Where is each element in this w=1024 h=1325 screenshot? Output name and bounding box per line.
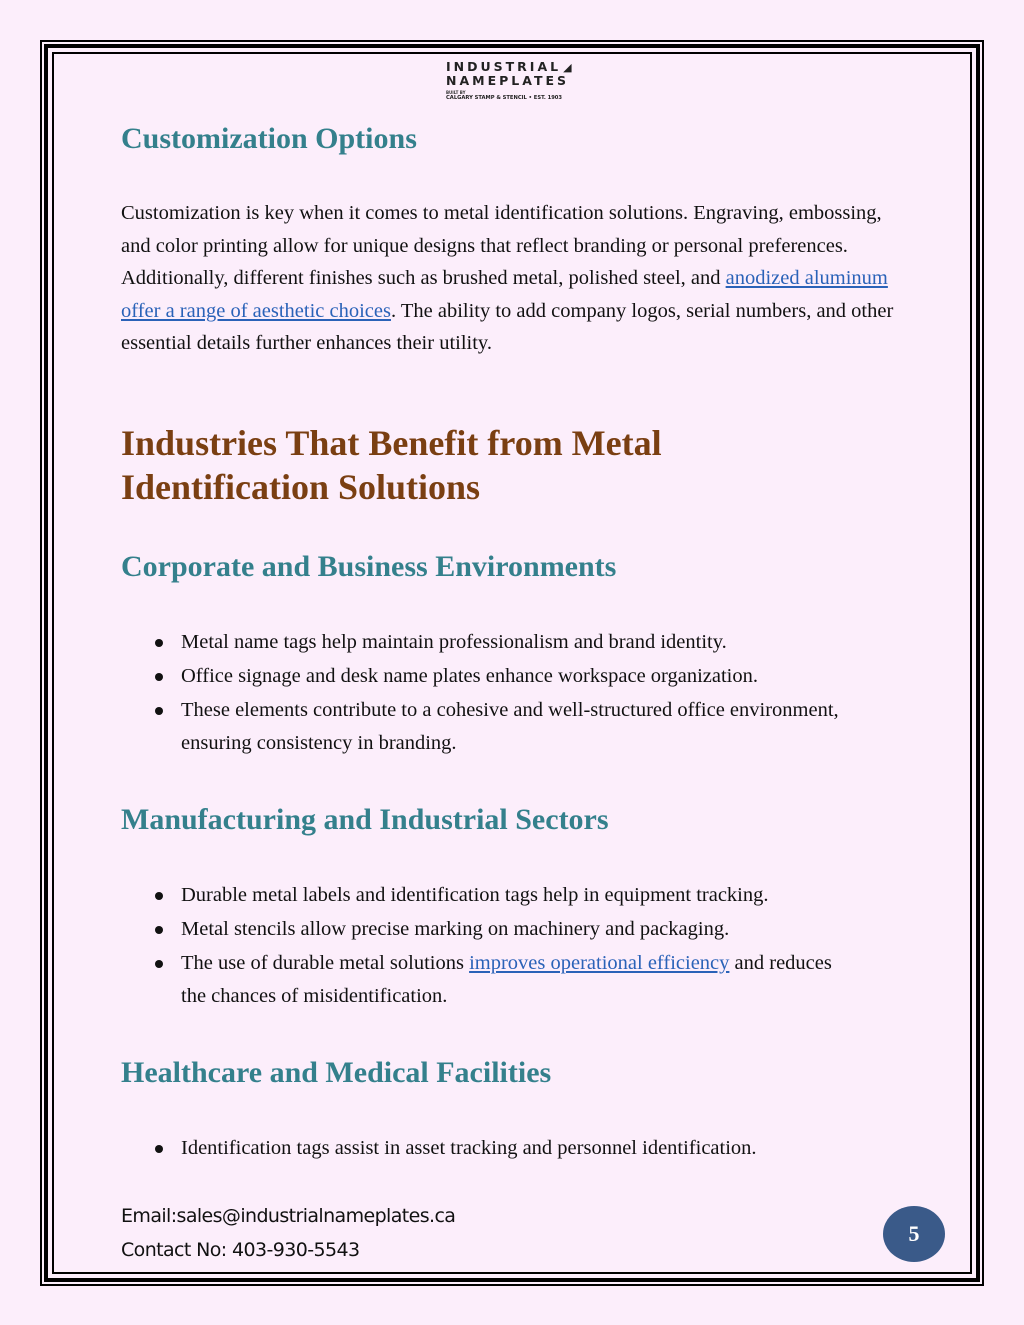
footer-email: Email:sales@industrialnameplates.ca [121, 1205, 456, 1227]
corporate-heading: Corporate and Business Environments [121, 550, 617, 583]
bullet-icon [155, 673, 163, 681]
healthcare-heading: Healthcare and Medical Facilities [121, 1056, 552, 1089]
footer-contact: Contact No: 403-930-5543 [121, 1239, 360, 1261]
logo-built-by: BUILT BY [446, 90, 466, 95]
anodized-aluminum-link[interactable]: anodized aluminum offer a range of aesthetic choices [121, 267, 888, 322]
bullet-icon [155, 960, 163, 968]
bullet-icon [155, 707, 163, 715]
healthcare-list [121, 1132, 861, 1166]
bullet-icon [155, 639, 163, 647]
list-item: Metal name tags help maintain professionalism and brand identity. [121, 626, 861, 659]
customization-paragraph: Customization is key when it comes to metal identification solutions. Engraving, embossing, and color printing allow for unique designs that reflect branding or personal preferences. Additionally, different finishes such as brushed metal, polished steel, and anodized aluminum offer a range of aesthetic choices. The ability to add company logos, serial numbers, and other essential details further enhances their utility. [121, 202, 894, 355]
logo-line1: INDUSTRIAL [446, 59, 562, 74]
logo-line2: NAMEPLATES [446, 73, 570, 88]
industries-heading: Industries That Benefit from Metal Identification Solutions [121, 423, 662, 507]
customization-heading: Customization Options [121, 122, 417, 155]
bullet-icon [155, 892, 163, 900]
bullet-icon [155, 926, 163, 934]
logo-tagline: CALGARY STAMP & STENCIL • EST. 1903 [446, 95, 563, 101]
corporate-list [121, 626, 861, 761]
list-item: Metal stencils allow precise marking on machinery and packaging. [121, 913, 861, 946]
list-item: Durable metal labels and identification tags help in equipment tracking. [121, 879, 861, 912]
bullet-icon [155, 1145, 163, 1153]
list-item: Office signage and desk name plates enhance workspace organization. [121, 660, 861, 693]
logo-mark-icon: ◢ [563, 61, 572, 74]
manufacturing-heading: Manufacturing and Industrial Sectors [121, 803, 609, 836]
list-item: Identification tags assist in asset tracking and personnel identification. [121, 1132, 861, 1165]
list-item: These elements contribute to a cohesive and well-structured office environment, ensuring consistency in branding. [121, 694, 861, 760]
page-number-badge: 5 [883, 1206, 945, 1262]
operational-efficiency-link[interactable]: improves operational efficiency [469, 952, 730, 974]
company-logo [446, 60, 586, 101]
manufacturing-list [121, 879, 861, 1014]
list-item: The use of durable metal solutions improves operational efficiency and reduces the chances of misidentification. [121, 947, 861, 1013]
